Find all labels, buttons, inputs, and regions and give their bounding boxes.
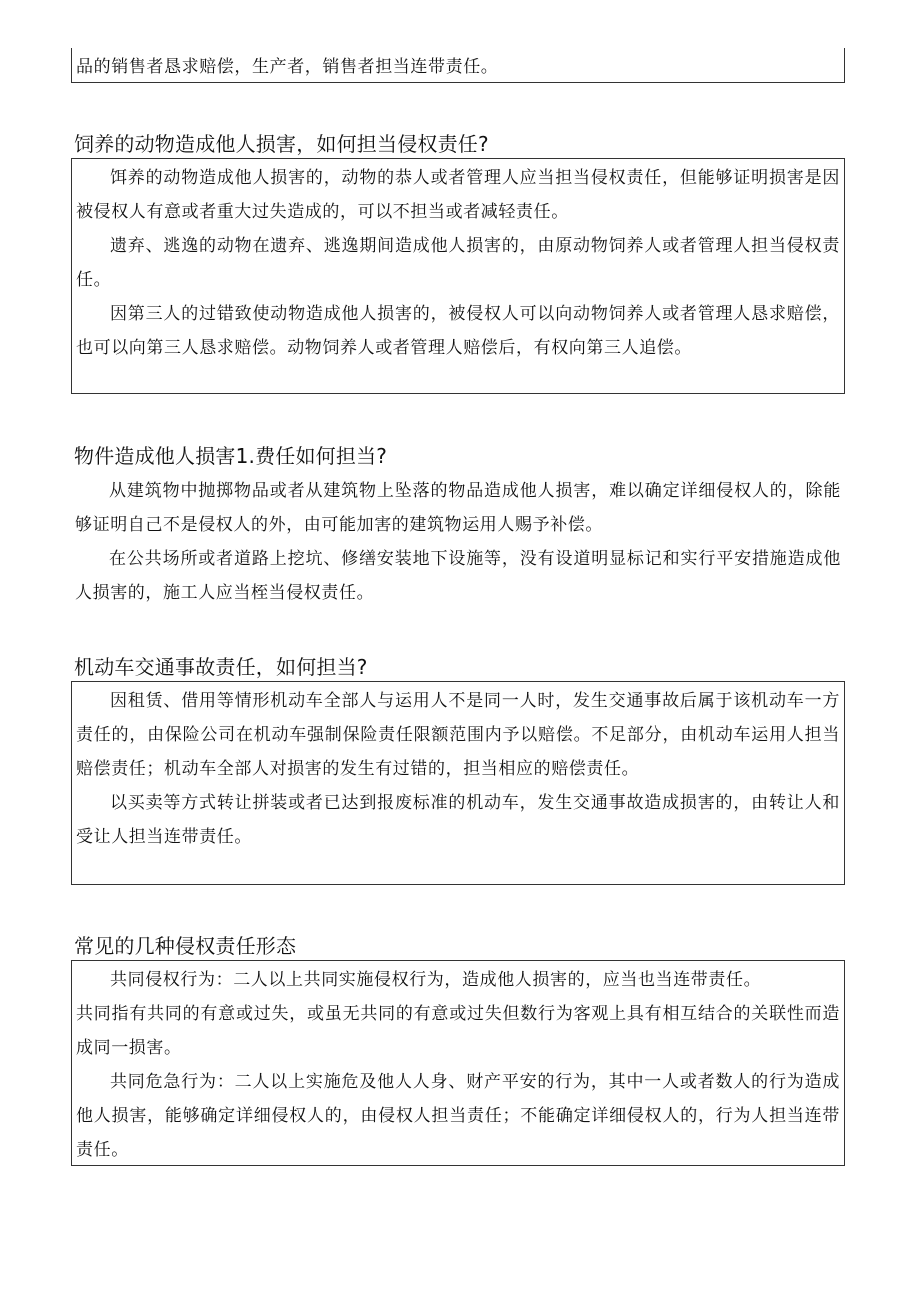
paragraph: 共同危急行为：二人以上实施危及他人人身、财产平安的行为，其中一人或者数人的行为造成他人损害，能够确定详细侵权人的，由侵权人担当责任；不能确定详细侵权人的，行为人担当连带责任。 [76,1072,840,1160]
paragraph: 在公共场所或者道路上挖坑、修缮安装地下设施等，没有设道明显标记和实行平安措施造成他人损害的，施工人应当桎当侵权责任。 [75,549,841,603]
section-body-object [71,474,845,610]
section-heading-liability-forms: 常见的几种侵权责任形态 [74,934,297,958]
section-box-traffic [71,681,845,885]
paragraph: 以买卖等方式转让拼装或者已达到报废标准的机动车，发生交通事故造成损害的，由转让人和受让人担当连带责任。 [76,793,840,847]
section-heading-object: 物件造成他人损害1.费任如何担当? [74,444,388,468]
section-box-liability-forms [71,960,845,1166]
paragraph: 共同指有共同的有意或过失，或虽无共同的有意或过失但数行为客观上具有相互结合的关联性而造成同一损害。 [76,1004,840,1058]
section-heading-traffic: 机动车交通事故责任，如何担当? [74,655,368,679]
paragraph: 共同侵权行为：二人以上共同实施侵权行为，造成他人损害的，应当也当连带责任。 [110,970,762,990]
paragraph: 因租赁、借用等情形机动车全部人与运用人不是同一人时，发生交通事故后属于该机动车一方责任的，由保险公司在机动车强制保险责任限额范围内予以赔偿。不足部分，由机动车运用人担当赔偿责任；机动车全部人对损害的发生有过错的，担当相应的赔偿责任。 [76,691,840,779]
paragraph: 遗弃、逃逸的动物在遗弃、逃逸期间造成他人损害的，由原动物饲养人或者管理人担当侵权责任。 [76,236,840,290]
continued-paragraph: 品的销售者恳求赔偿，生产者，销售者担当连带责任。 [76,57,499,77]
paragraph: 从建筑物中抛掷物品或者从建筑物上坠落的物品造成他人损害，难以确定详细侵权人的，除能够证明自己不是侵权人的外，由可能加害的建筑物运用人赐予补偿。 [75,481,841,535]
section-heading-animal: 饲养的动物造成他人损害，如何担当侵权责任? [74,132,489,156]
paragraph: 因第三人的过错致使动物造成他人损害的，被侵权人可以向动物饲养人或者管理人恳求赔偿，也可以向第三人恳求赔偿。动物饲养人或者管理人赔偿后，有权向第三人追偿。 [76,304,840,358]
paragraph: 饵养的动物造成他人损害的，动物的恭人或者管理人应当担当侵权责任，但能够证明损害是因被侵权人有意或者重大过失造成的，可以不担当或者减轻责任。 [76,168,840,222]
continued-text-box [71,48,845,83]
section-box-animal [71,158,845,394]
